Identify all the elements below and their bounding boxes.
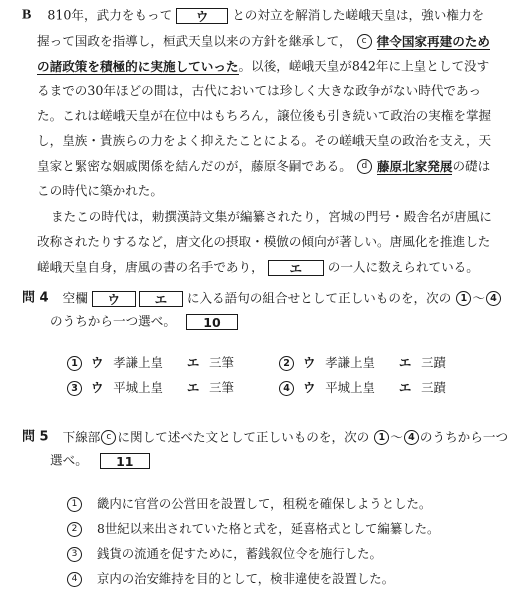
q5-marker-c: c: [101, 430, 116, 445]
marker-d: d: [357, 159, 372, 174]
marker-c: c: [357, 34, 372, 49]
passage-text: 皇家と緊密な姻戚関係を結んだのが，藤原冬嗣である。: [37, 158, 352, 174]
passage-line-10: 改称されたりするなど，唐文化の摂取・模倣の傾向が著しい。唐風化を推進した: [37, 234, 491, 249]
option-text: 銭貨の流通を促すために，蓄銭叙位令を施行した。: [96, 546, 382, 561]
q4-option-4: 4 ウ 平城上皇 エ 三蹟: [278, 379, 446, 397]
blank-u-box: ウ: [176, 8, 228, 24]
option-number: 4: [67, 572, 82, 587]
underline-d-text: 藤原北家発展: [376, 158, 453, 174]
q4-line-1: [22, 289, 502, 307]
choice-4-marker: 4: [486, 291, 501, 306]
q4-blank-e: エ: [139, 291, 183, 307]
q4-text: のうちから一つ選べ。: [50, 313, 176, 329]
q5-answer-box: 11: [100, 453, 150, 469]
option-text: 8世紀以来出されていた格と式を，延喜格式として編纂した。: [96, 521, 440, 536]
option-number: 3: [67, 381, 82, 396]
option-number: 2: [67, 522, 82, 537]
option-number: 1: [67, 356, 82, 371]
q5-text: 下線部: [62, 429, 101, 445]
passage-line-9: またこの時代は，勅撰漢詩文集が編纂されたり，宮城の門号・殿舎名が唐風に: [51, 209, 492, 224]
underline-c-text: 律令国家再建のため: [376, 33, 490, 49]
passage-text: 握って国政を指導し，桓武天皇以来の方針を継承して，: [37, 33, 352, 49]
option-number: 2: [279, 356, 294, 371]
q5-label: 問 5: [22, 429, 49, 445]
passage-text: の一人に数えられている。: [327, 259, 479, 275]
q5-option-4: [66, 570, 394, 588]
q5-option-1: [66, 495, 431, 513]
q4-line-2: [50, 312, 238, 330]
passage-text: 嵯峨天皇自身，唐風の書の名手であり，: [37, 259, 264, 275]
q4-option-1: 1 ウ 孝謙上皇 エ 三筆: [66, 354, 234, 372]
passage-text: の礎は: [452, 158, 491, 174]
q4-text: 空欄: [62, 290, 88, 306]
passage-text: 。以後，嵯峨天皇が842年に上皇として没す: [238, 58, 490, 74]
q5-option-2: [66, 520, 439, 538]
option-text: 京内の治安維持を目的として，検非違使を設置した。: [96, 571, 395, 586]
q5-line-1: [22, 428, 508, 446]
q4-blank-u: ウ: [92, 291, 136, 307]
choice-1-marker: 1: [374, 430, 389, 445]
passage-text: との対立を解消した嵯峨天皇は，強い権力を: [232, 7, 485, 23]
q4-option-3: 3 ウ 平城上皇 エ 三筆: [66, 379, 234, 397]
option-number: 3: [67, 547, 82, 562]
passage-line-11: [37, 258, 479, 276]
q4-text: に入る語句の組合せとして正しいものを，次の: [186, 290, 452, 306]
q5-text: のうちから一つ: [419, 429, 509, 445]
passage-text: 810年，武力をもって: [47, 7, 173, 23]
q4-option-2: 2 ウ 孝謙上皇 エ 三蹟: [278, 354, 446, 372]
q5-tilde: 〜: [390, 429, 403, 445]
passage-line-3: [37, 57, 489, 75]
choice-1-marker: 1: [456, 291, 471, 306]
q4-label: 問 4: [22, 290, 49, 306]
passage-line-1: [22, 6, 484, 24]
q5-text: 選べ。: [50, 452, 88, 468]
passage-line-2: [37, 32, 490, 50]
option-number: 4: [279, 381, 294, 396]
option-text: 畿内に官営の公営田を設置して，租税を確保しようとした。: [96, 496, 432, 511]
blank-e-box: エ: [268, 260, 324, 276]
q5-text: に関して述べた文として正しいものを，次の: [117, 429, 370, 445]
passage-line-6: し，皇族・貴族らの力をよく抑えたことによる。その嵯峨天皇の政治を支え，天: [37, 133, 492, 148]
passage-line-8: この時代に築かれた。: [37, 183, 163, 198]
option-number: 1: [67, 497, 82, 512]
section-label: B: [22, 7, 32, 23]
choice-4-marker: 4: [404, 430, 419, 445]
q4-answer-box: 10: [186, 314, 238, 330]
q5-line-2: [50, 451, 150, 469]
q5-option-3: [66, 545, 382, 563]
q4-tilde: 〜: [472, 290, 485, 306]
passage-line-4: るまでの30年ほどの間は，古代においては珍しく大きな政争がない時代であっ: [37, 83, 482, 98]
passage-line-5: た。これは嵯峨天皇が在位中はもちろん，譲位後も引き続いて政治の実権を掌握: [37, 108, 492, 123]
underline-c-text-2: の諸政策を積極的に実施していった: [37, 58, 239, 74]
passage-line-7: [37, 157, 490, 175]
